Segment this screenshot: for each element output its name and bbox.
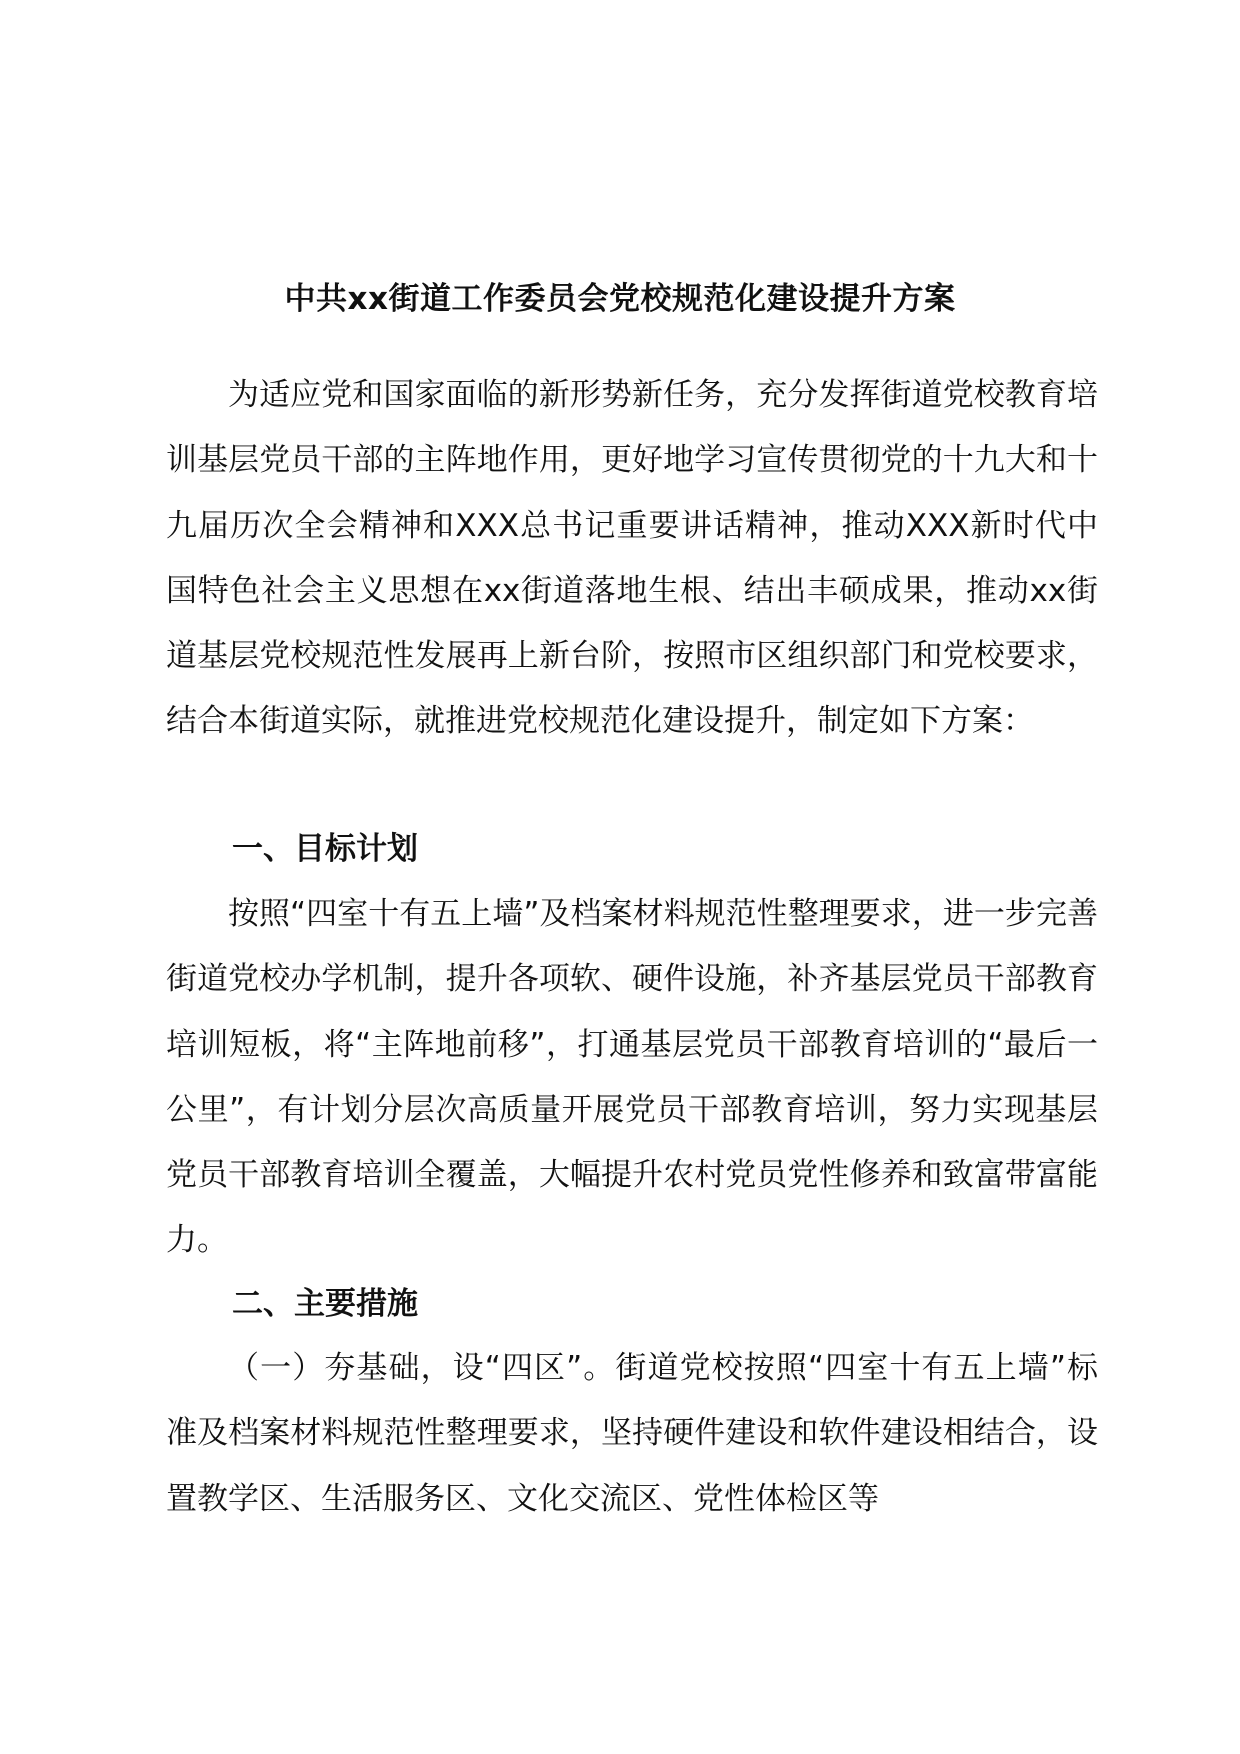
section-heading-measures: 二、主要措施 [232,1286,418,1322]
measure-paragraph-1: （一）夯基础，设“四区”。街道党校按照“四室十有五上墙”标准及档案材料规范性整理要求，坚持硬件建设和软件建设相结合，设置教学区、生活服务区、文化交流区、党性体检区等 [166,1350,1098,1517]
section-heading-goals: 一、目标计划 [232,831,418,867]
document-title: 中共xx街道工作委员会党校规范化建设提升方案 [284,281,956,317]
intro-paragraph: 为适应党和国家面临的新形势新任务，充分发挥街道党校教育培训基层党员干部的主阵地作用，更好地学习宣传贯彻党的十九大和十九届历次全会精神和XXX总书记重要讲话精神，推动XXX新时代中国特色社会主义思想在xx街道落地生根、结出丰硕成果，推动xx街道基层党校规范性发展再上新台阶，按照市区组织部门和党校要求，结合本街道实际，就推进党校规范化建设提升，制定如下方案： [166,377,1098,740]
goals-paragraph: 按照“四室十有五上墙”及档案材料规范性整理要求，进一步完善街道党校办学机制，提升各项软、硬件设施，补齐基层党员干部教育培训短板，将“主阵地前移”，打通基层党员干部教育培训的“最后一公里”，有计划分层次高质量开展党员干部教育培训，努力实现基层党员干部教育培训全覆盖，大幅提升农村党员党性修养和致富带富能力。 [166,896,1098,1259]
